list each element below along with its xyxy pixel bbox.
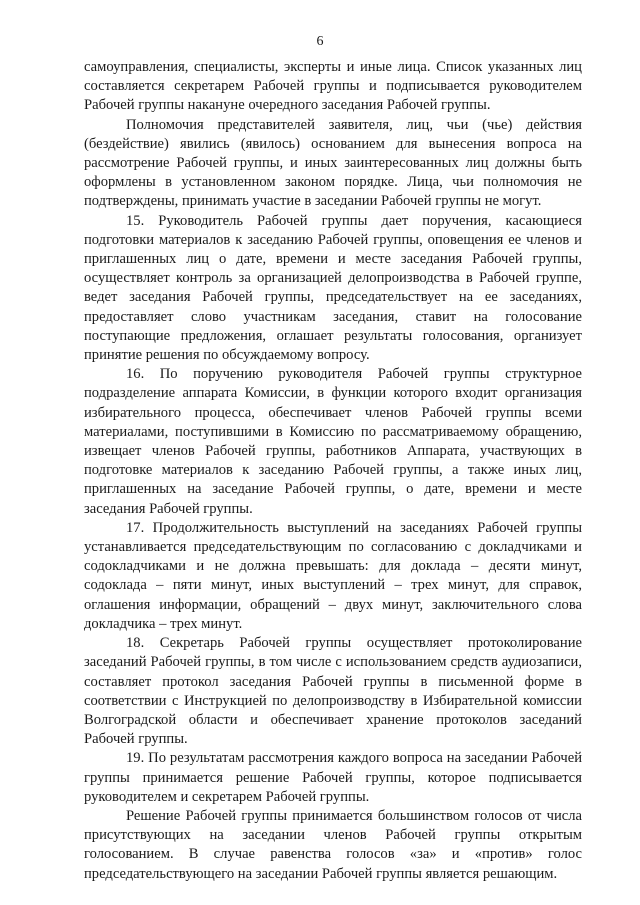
paragraph-19: 19. По результатам рассмотрения каждого вопроса на заседании Рабочей группы принимается решение Рабочей группы, которое подписывается руководителем и секретарем Рабочей группы. (84, 750, 582, 805)
paragraph-15: 15. Руководитель Рабочей группы дает поручения, касающиеся подготовки материалов к заседанию Рабочей группы, оповещения ее членов и приглашенных лиц о дате, времени и месте заседания Рабочей группы, осуществляет контроль за организацией делопроизводства в Рабочей группе, ведет заседания Рабочей группы, председательствует на ее заседаниях, предоставляет слово участникам заседания, ставит на голосование поступающие предложения, оглашает результаты голосования, организует принятие решения по обсуждаемому вопросу. (84, 212, 582, 364)
paragraph-18: 18. Секретарь Рабочей группы осуществляет протоколирование заседаний Рабочей группы, в том числе с использованием средств аудиозаписи, составляет протокол заседания Рабочей группы в письменной форме в соответствии с Инструкцией по делопроизводству в Избирательной комиссии Волгоградской области и обеспечивает хранение протоколов заседаний Рабочей группы. (84, 635, 582, 748)
paragraph-decision: Решение Рабочей группы принимается большинством голосов от числа присутствующих на заседании членов Рабочей группы открытым голосованием. В случае равенства голосов «за» и «против» голос председательствующего на заседании Рабочей группы является решающим. (84, 807, 582, 882)
page-number: 6 (316, 34, 324, 49)
paragraph-continuation: самоуправления, специалисты, эксперты и иные лица. Список указанных лиц составляется секретарем Рабочей группы и подписывается руководителем Рабочей группы накануне очередного заседания Рабочей группы. (84, 59, 582, 114)
paragraph-17: 17. Продолжительность выступлений на заседаниях Рабочей группы устанавливается председательствующим по согласованию с докладчиками и содокладчиками и не должна превышать: для доклада – десяти минут, содоклада – пяти минут, иных выступлений – трех минут, для справок, оглашения информации, обращений – двух минут, заключительного слова докладчика – трех минут. (84, 519, 582, 632)
paragraph-authority: Полномочия представителей заявителя, лиц, чьи (чье) действия (бездействие) явились (явилось) основанием для вынесения вопроса на рассмотрение Рабочей группы, и иных заинтересованных лиц должны быть оформлены в установленном законом порядке. Лица, чьи полномочия не подтверждены, принимать участие в заседании Рабочей группы не могут. (84, 116, 582, 210)
document-body (84, 58, 582, 884)
paragraph-16: 16. По поручению руководителя Рабочей группы структурное подразделение аппарата Комиссии, в функции которого входит организация избирательного процесса, обеспечивает членов Рабочей группы всеми материалами, поступившими в Комиссию по рассматриваемому обращению, извещает членов Рабочей группы, работников Аппарата, участвующих в подготовке материалов к заседанию Рабочей группы, а также иных лиц, приглашенных на заседание Рабочей группы, о дате, времени и месте заседания Рабочей группы. (84, 366, 582, 517)
